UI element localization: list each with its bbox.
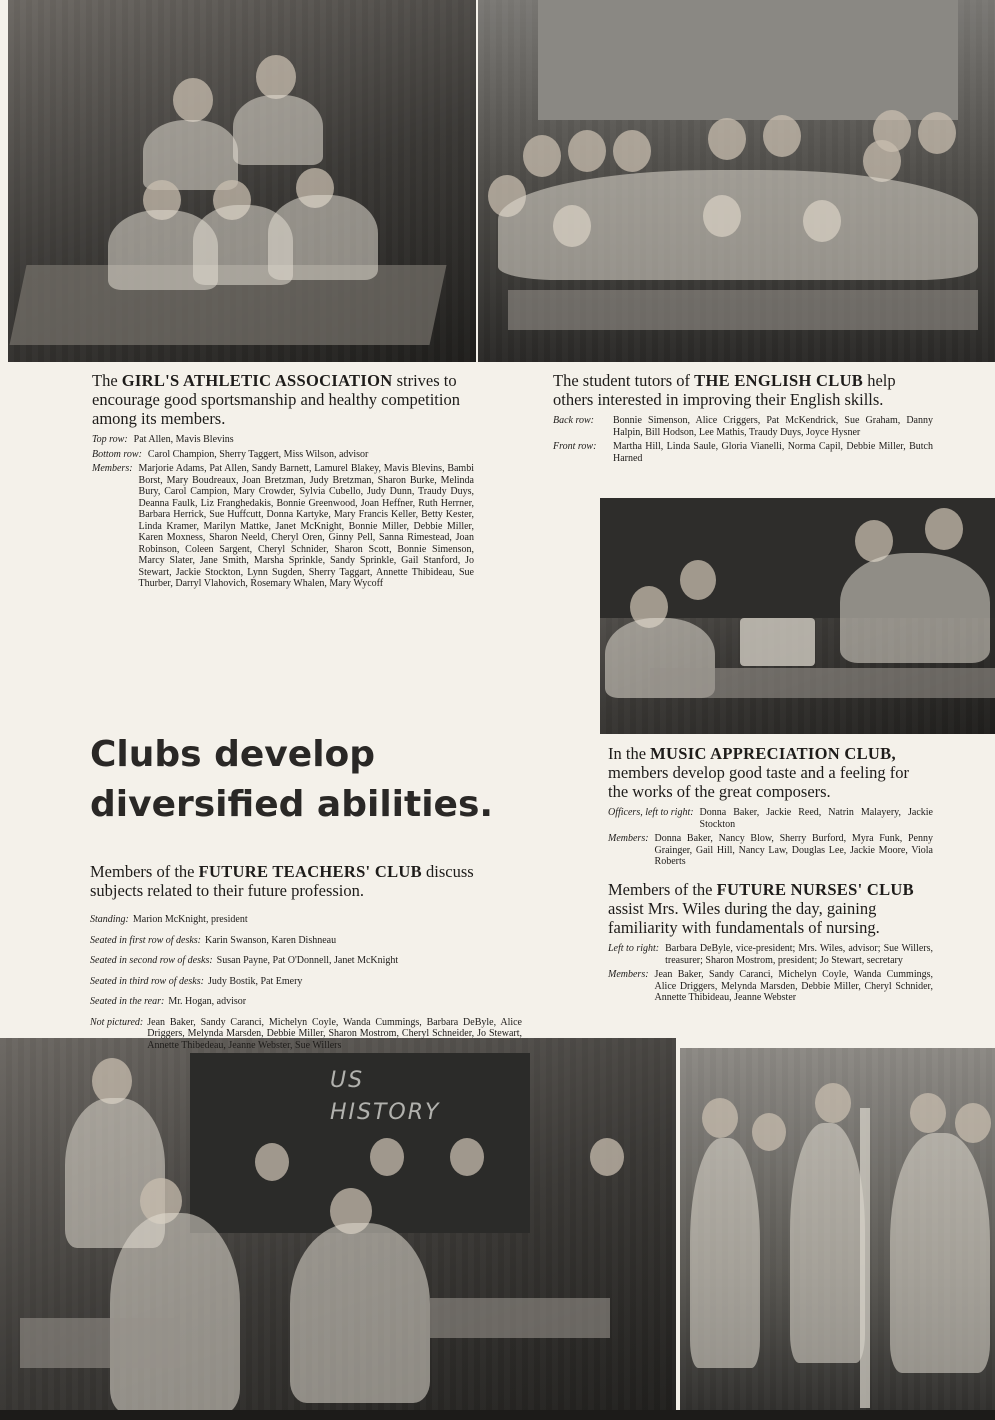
gaa-names <box>92 434 474 590</box>
ftc-row-not-pictured: Not pictured: Jean Baker, Sandy Caranci, Michelyn Coyle, Wanda Cummings, Barbara DeByle, Alice Driggers, Melynda Marsden, Debbie Miller, Sharon Mostrom, Cheryl Schneider, Jo Stewart, Annette Thibedeau, Jeanne Webster, Sue Willers <box>90 1016 522 1051</box>
nurses-names <box>608 943 933 1004</box>
nurses-caption <box>608 880 933 1007</box>
ftc-lead: Members of the FUTURE TEACHERS' CLUB discuss subjects related to their future profession. <box>90 862 474 900</box>
english-row-back: Back row: Bonnie Simenson, Alice Criggers, Pat McKendrick, Sue Graham, Danny Halpin, Bill Hodson, Lee Mathis, Traudy Duys, Joyce Hysner <box>553 415 933 438</box>
ftc-row-rear: Seated in the rear: Mr. Hogan, advisor <box>90 996 247 1007</box>
music-caption <box>608 744 933 871</box>
music-club-photo <box>600 498 995 734</box>
gaa-row-members: Members: Marjorie Adams, Pat Allen, Sandy Barnett, Lamurel Blakey, Mavis Blevins, Bambi Borst, Mary Boudreaux, Joan Bretzman, Judy Bretzman, Sharon Burke, Melinda Bury, Carol Campion, Mary Crowder, Sylvia Cubello, Judy Dunn, Traudy Duys, Deanna Faulk, Liz Franghedakis, Bonnie Greenwood, Joan Heffner, Ruth Herrner, Barbara Herrick, Sue Huffcutt, Donna Kartyke, Mary Francis Keller, Betty Kester, Linda Kramer, Marilyn Mattke, Janet McKnight, Bonnie Miller, Debbie Miller, Karen Moxness, Sharon Neeld, Cheryl Oren, Ginny Pell, Sanna Rimestead, Joan Robinson, Coleen Sargent, Cheryl Schnider, Sharon Scott, Bonnie Simenson, Marcy Slater, Jane Smith, Marsha Sprinkle, Sandy Sprinkle, Gail Stanford, Jo Stewart, Jackie Stockton, Lynn Sugden, Sherry Taggart, Annette Thibideau, Sue Thurber, Darryl Vlahovich, Rosemary Whalen, Mary Wycoff <box>92 463 474 589</box>
page-headline: Clubs develop diversified abilities. <box>90 734 494 825</box>
nurses-row-members: Members: Jean Baker, Sandy Caranci, Michelyn Coyle, Wanda Cummings, Alice Driggers, Melynda Marsden, Debbie Miller, Cheryl Schnider, Annette Thibideau, Jeanne Webster <box>608 969 933 1003</box>
english-row-front: Front row: Martha Hill, Linda Saule, Gloria Vianelli, Norma Capil, Debbie Miller, Butch Harned <box>553 441 933 464</box>
gaa-club-name: GIRL'S ATHLETIC ASSOCIATION <box>121 371 393 390</box>
gaa-lead: The GIRL'S ATHLETIC ASSOCIATION strives to encourage good sportsmanship and healthy competition among its members. <box>92 371 460 428</box>
gaa-row-top: Top row: Pat Allen, Mavis Blevins <box>92 434 234 445</box>
ftc-caption <box>90 862 522 1060</box>
future-teachers-photo <box>0 1038 676 1420</box>
board-text-history: HISTORY <box>330 1100 441 1125</box>
ftc-row-third: Seated in third row of desks: Judy Bostik, Pat Emery <box>90 975 303 987</box>
music-club-name: MUSIC APPRECIATION CLUB, <box>650 744 896 763</box>
nurses-row-left-to-right: Left to right: Barbara DeByle, vice-president; Mrs. Wiles, advisor; Sue Willers, treasurer; Sharon Mostrom, president; Jo Stewart, secretary <box>608 943 933 966</box>
english-names <box>553 415 933 464</box>
music-row-officers: Officers, left to right: Donna Baker, Jackie Reed, Natrin Malayery, Jackie Stockton <box>608 807 933 830</box>
english-club-name: THE ENGLISH CLUB <box>694 371 864 390</box>
future-nurses-photo <box>680 1048 995 1420</box>
english-caption <box>553 371 933 467</box>
ftc-row-standing: Standing: Marion McKnight, president <box>90 914 248 925</box>
music-row-members: Members: Donna Baker, Nancy Blow, Sherry Burford, Myra Funk, Penny Grainger, Gail Hill, Nancy Law, Douglas Lee, Jackie Moore, Viola Roberts <box>608 833 933 867</box>
ftc-row-first: Seated in first row of desks: Karin Swanson, Karen Dishneau <box>90 934 337 946</box>
page-bottom-edge <box>0 1410 995 1420</box>
music-names <box>608 807 933 868</box>
ftc-row-second: Seated in second row of desks: Susan Payne, Pat O'Donnell, Janet McKnight <box>90 955 399 966</box>
nurses-lead: Members of the FUTURE NURSES' CLUB assist Mrs. Wiles during the day, gaining familiarity with fundamentals of nursing. <box>608 880 914 937</box>
gaa-photo <box>8 0 476 362</box>
ftc-names <box>90 914 522 1051</box>
english-club-photo <box>478 0 995 362</box>
gaa-caption <box>92 371 474 593</box>
ftc-club-name: FUTURE TEACHERS' CLUB <box>198 862 422 881</box>
nurses-club-name: FUTURE NURSES' CLUB <box>716 880 914 899</box>
board-text-us: US <box>330 1068 365 1093</box>
music-lead: In the MUSIC APPRECIATION CLUB, members develop good taste and a feeling for the works of the great composers. <box>608 744 910 801</box>
english-lead: The student tutors of THE ENGLISH CLUB help others interested in improving their English skills. <box>553 371 896 409</box>
gaa-row-bottom: Bottom row: Carol Champion, Sherry Taggert, Miss Wilson, advisor <box>92 448 369 460</box>
